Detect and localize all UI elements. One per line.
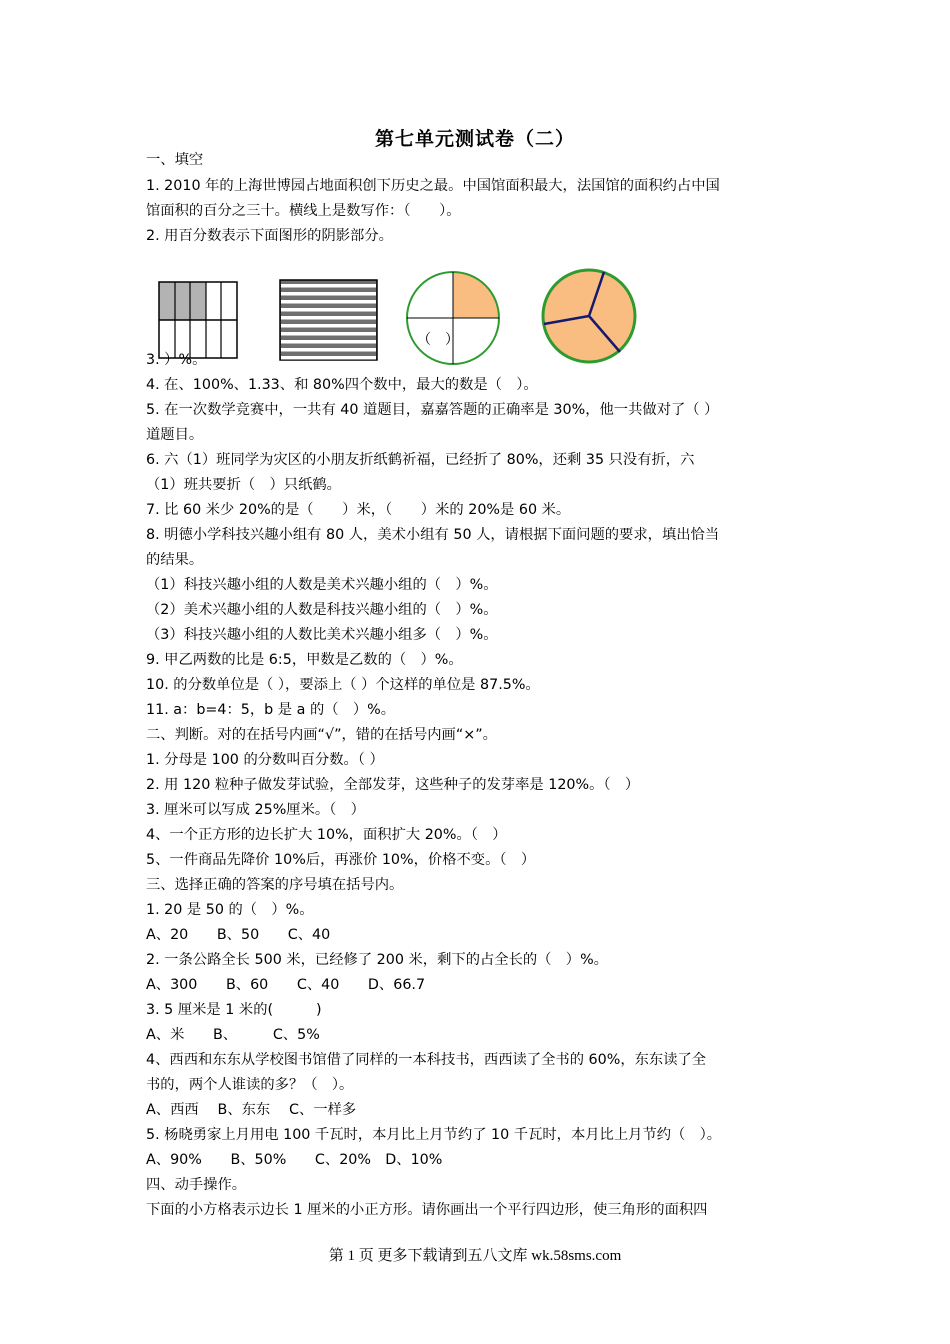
stripe-gap: [281, 292, 376, 296]
shaded-figures: [155, 262, 655, 367]
question-line: 3. 厘米可以写成 25%厘米。（ ）: [146, 802, 365, 818]
option-line: A、90% B、50% C、20% D、10%: [146, 1152, 443, 1168]
stripe-gap: [281, 300, 376, 304]
question-line: 5. 杨晓勇家上月用电 100 千瓦时，本月比上月节约了 10 千瓦时，本月比上月节约（ ）。: [146, 1127, 722, 1143]
question-line: 9. 甲乙两数的比是 6:5，甲数是乙数的（ ）%。: [146, 652, 463, 668]
figure-answer-label: （ ）: [417, 332, 459, 348]
question-line: （3）科技兴趣小组的人数比美术兴趣小组多（ ）%。: [146, 627, 498, 643]
question-line: 的结果。: [146, 552, 204, 568]
question-line: 4、一个正方形的边长扩大 10%，面积扩大 20%。（ ）: [146, 827, 507, 843]
striped-rectangle-figure: [280, 280, 377, 360]
page-footer: 第 1 页 更多下载请到五八文库 wk.58sms.com: [328, 1248, 622, 1264]
question-line: 馆面积的百分之三十。横线上是数写作：（ ）。: [146, 203, 461, 219]
three-part-circle-figure: [543, 270, 635, 362]
question-line: 2. 一条公路全长 500 米，已经修了 200 米，剩下的占全长的（ ）%。: [146, 952, 608, 968]
stripe-gap: [281, 284, 376, 288]
question-line: （1）科技兴趣小组的人数是美术兴趣小组的（ ）%。: [146, 577, 498, 593]
question-line: （2）美术兴趣小组的人数是科技兴趣小组的（ ）%。: [146, 602, 498, 618]
quarter-circle-figure: [407, 272, 499, 364]
question-line: 7. 比 60 米少 20%的是（ ）米，（ ）米的 20%是 60 米。: [146, 502, 571, 518]
section-heading-operate: 四、动手操作。: [146, 1177, 247, 1193]
question-line: 3. ）%。: [146, 352, 207, 368]
question-line: 3. 5 厘米是 1 米的( ): [146, 1002, 322, 1018]
stripe-gap: [281, 316, 376, 320]
question-line: 4、西西和东东从学校图书馆借了同样的一本科技书，西西读了全书的 60%，东东读了全: [146, 1052, 707, 1068]
question-line: 1. 2010 年的上海世博园占地面积创下历史之最。中国馆面积最大，法国馆的面积约占中国: [146, 178, 720, 194]
stripe-gap: [281, 308, 376, 312]
question-line: 10. 的分数单位是（ ），要添上（ ）个这样的单位是 87.5%。: [146, 677, 540, 693]
section-heading-choice: 三、选择正确的答案的序号填在括号内。: [146, 877, 404, 893]
question-line: 5. 在一次数学竞赛中，一共有 40 道题目，嘉嘉答题的正确率是 30%，他一共做对了（ ）: [146, 402, 719, 418]
stripe-gap: [281, 324, 376, 328]
question-line: 4. 在、100%、1.33、和 80%四个数中，最大的数是（ ）。: [146, 377, 538, 393]
option-line: A、20 B、50 C、40: [146, 927, 331, 943]
question-line: 5、一件商品先降价 10%后，再涨价 10%，价格不变。（ ）: [146, 852, 536, 868]
question-line: 道题目。: [146, 427, 204, 443]
stripe-gap: [281, 356, 376, 360]
stripe-gap: [281, 332, 376, 336]
question-line: 书的，两个人谁读的多？（ ）。: [146, 1077, 354, 1093]
question-line: 1. 分母是 100 的分数叫百分数。（ ）: [146, 752, 384, 768]
stripe-gap: [281, 340, 376, 344]
section-heading-judge: 二、判断。对的在括号内画“√”，错的在括号内画“×”。: [146, 727, 497, 743]
question-line: 2. 用 120 粒种子做发芽试验，全部发芽，这些种子的发芽率是 120%。（ ）: [146, 777, 640, 793]
grid-figure: [159, 282, 237, 358]
question-line: 6. 六（1）班同学为灾区的小朋友折纸鹤祈福，已经折了 80%，还剩 35 只没有折，六: [146, 452, 695, 468]
question-line: 11. a：b=4：5，b 是 a 的（ ）%。: [146, 702, 396, 718]
page-title: 第七单元测试卷（二）: [374, 128, 575, 150]
section-heading-fill: 一、填空: [146, 152, 204, 168]
question-line: 8. 明德小学科技兴趣小组有 80 人，美术小组有 50 人，请根据下面问题的要求，填出恰当: [146, 527, 720, 543]
option-line: A、米 B、 C、5%: [146, 1027, 320, 1043]
stripe-gap: [281, 348, 376, 352]
question-line: 2. 用百分数表示下面图形的阴影部分。: [146, 228, 393, 244]
question-line: 1. 20 是 50 的（ ）%。: [146, 902, 314, 918]
question-line: 下面的小方格表示边长 1 厘米的小正方形。请你画出一个平行四边形，使三角形的面积四: [146, 1202, 708, 1218]
option-line: A、西西 B、东东 C、一样多: [146, 1102, 357, 1118]
question-line: （1）班共要折（ ）只纸鹤。: [146, 477, 341, 493]
option-line: A、300 B、60 C、40 D、66.7: [146, 977, 426, 993]
